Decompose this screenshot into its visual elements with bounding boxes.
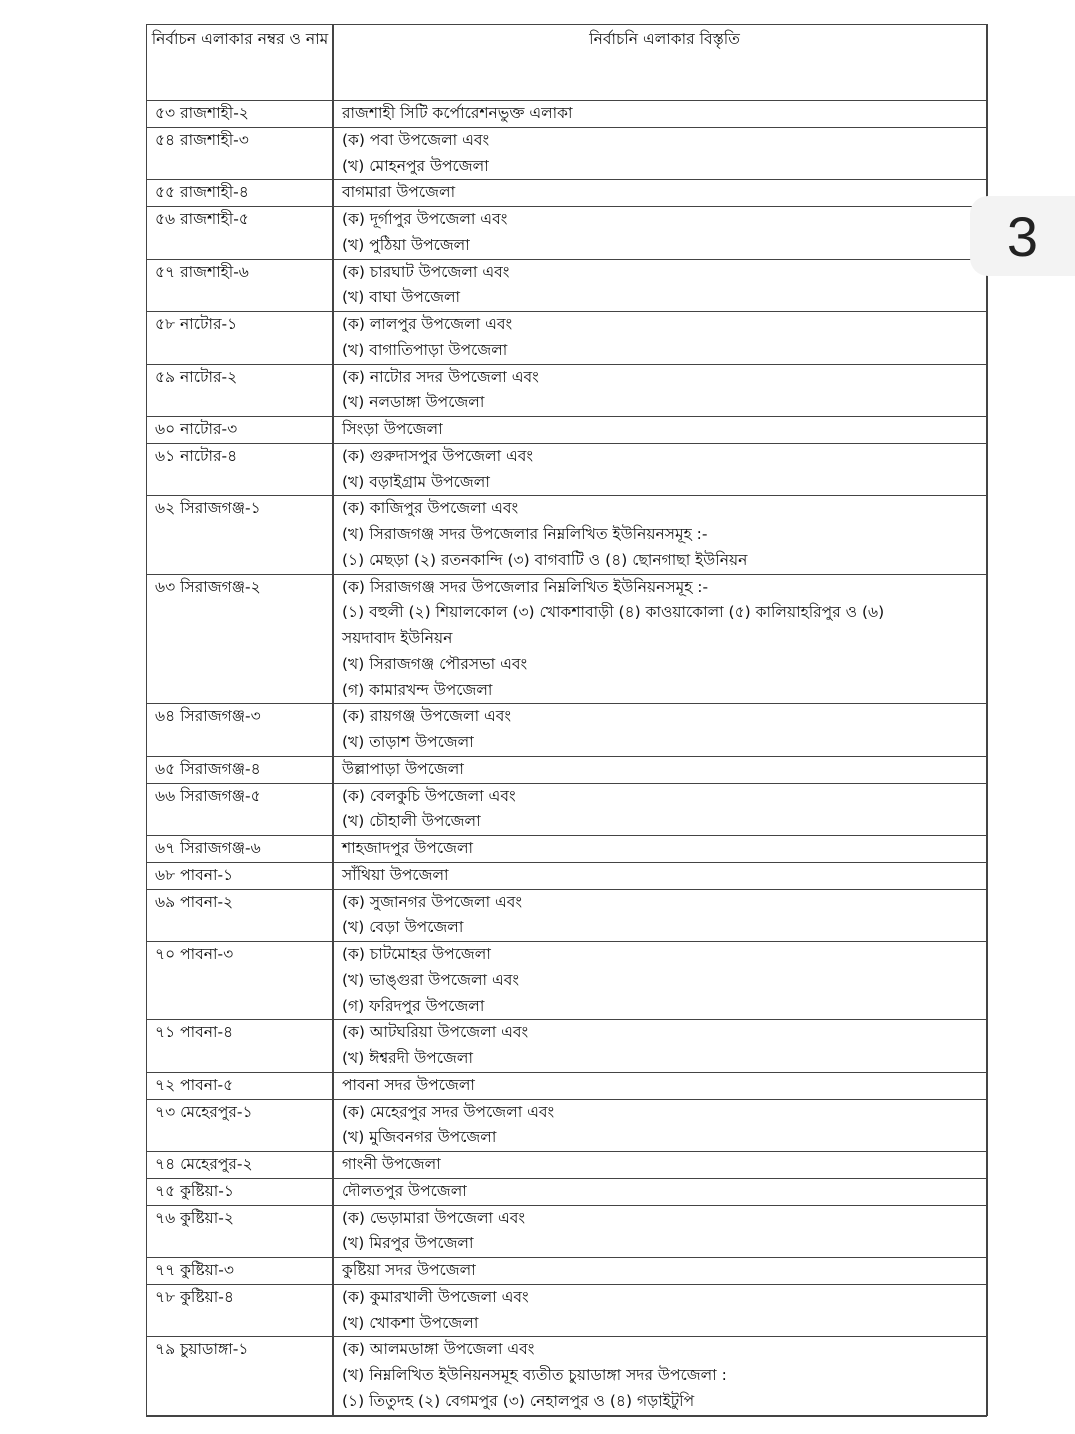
constituency-extent-cell	[334, 443, 988, 496]
extent-line: (ক) পবা উপজেলা এবং	[342, 130, 490, 149]
table-row	[147, 862, 988, 889]
constituency-extent-cell	[334, 862, 988, 889]
constituency-extent-cell	[334, 783, 988, 836]
constituency-name-cell: ৭৪ মেহেরপুর-২	[147, 1152, 334, 1179]
constituency-extent-cell	[334, 1337, 988, 1415]
table-row	[147, 1020, 988, 1073]
extent-line: (খ) নলডাঙ্গা উপজেলা	[342, 393, 485, 412]
table-row	[147, 259, 988, 312]
constituency-extent-cell	[334, 312, 988, 365]
extent-line: (খ) বেড়া উপজেলা	[342, 918, 464, 937]
constituency-extent-cell	[334, 704, 988, 757]
constituency-extent-cell	[334, 127, 988, 180]
constituency-name-cell: ৫৩ রাজশাহী-২	[147, 101, 334, 128]
table-row	[147, 1152, 988, 1179]
extent-line: (ক) চারঘাট উপজেলা এবং	[342, 262, 510, 281]
extent-line: (ক) কুমারখালী উপজেলা এবং	[342, 1287, 529, 1306]
table-row	[147, 1072, 988, 1099]
table-row	[147, 417, 988, 444]
extent-line: (খ) ঈশ্বরদী উপজেলা	[342, 1049, 473, 1067]
header-constituency-name: নির্বাচন এলাকার নম্বর ও নাম	[147, 25, 334, 101]
extent-line: (খ) সিরাজগঞ্জ পৌরসভা এবং	[342, 654, 528, 673]
extent-line: (খ) চৌহালী উপজেলা	[342, 812, 481, 831]
constituency-extent-cell	[334, 889, 988, 942]
constituency-name-cell: ৭৫ কুষ্টিয়া-১	[147, 1178, 334, 1205]
constituency-name-cell: ৫৯ নাটোর-২	[147, 364, 334, 417]
table-row	[147, 101, 988, 128]
extent-line: (খ) মোহনপুর উপজেলা	[342, 156, 489, 175]
extent-line: (গ) ফরিদপুর উপজেলা	[342, 996, 485, 1015]
extent-line: (খ) বড়াইগ্রাম উপজেলা	[342, 472, 490, 491]
table-row	[147, 1205, 988, 1258]
extent-line: কুষ্টিয়া সদর উপজেলা	[342, 1261, 476, 1279]
constituency-name-cell: ৬৭ সিরাজগঞ্জ-৬	[147, 836, 334, 863]
extent-line: (১) তিতুদহ (২) বেগমপুর (৩) নেহালপুর ও (৪) গড়াইটুপি	[342, 1391, 695, 1410]
table-row	[147, 783, 988, 836]
constituency-name-cell: ৬৮ পাবনা-১	[147, 862, 334, 889]
extent-line: (১) মেছড়া (২) রতনকান্দি (৩) বাগবাটি ও (৪) ছোনগাছা ইউনিয়ন	[342, 550, 748, 569]
extent-line: গাংনী উপজেলা	[342, 1155, 441, 1173]
constituency-name-cell: ৫৪ রাজশাহী-৩	[147, 127, 334, 180]
extent-line: (ক) দূর্গাপুর উপজেলা এবং	[342, 210, 508, 228]
constituency-name-cell: ৭৭ কুষ্টিয়া-৩	[147, 1258, 334, 1285]
table-row	[147, 180, 988, 207]
extent-line: শাহজাদপুর উপজেলা	[342, 839, 474, 857]
constituency-name-cell: ৭৯ চুয়াডাঙ্গা-১	[147, 1337, 334, 1415]
extent-line: (খ) ভাঙ্গুরা উপজেলা এবং	[342, 970, 520, 989]
extent-line: (খ) তাড়াশ উপজেলা	[342, 733, 474, 751]
header-constituency-extent: নির্বাচনি এলাকার বিস্তৃতি	[334, 25, 988, 101]
table-row	[147, 127, 988, 180]
constituency-name-cell: ৬৬ সিরাজগঞ্জ-৫	[147, 783, 334, 836]
constituency-extent-cell	[334, 942, 988, 1020]
constituency-extent-cell	[334, 1072, 988, 1099]
extent-line: (খ) সিরাজগঞ্জ সদর উপজেলার নিম্নলিখিত ইউনিয়নসমূহ :-	[342, 525, 708, 543]
constituency-extent-cell	[334, 836, 988, 863]
constituency-name-cell: ৫৫ রাজশাহী-৪	[147, 180, 334, 207]
extent-line: (ক) সুজানগর উপজেলা এবং	[342, 892, 523, 911]
extent-line: দৌলতপুর উপজেলা	[342, 1181, 467, 1200]
extent-line: (ক) ভেড়ামারা উপজেলা এবং	[342, 1208, 526, 1227]
extent-line: (খ) পুঠিয়া উপজেলা	[342, 235, 470, 254]
constituency-name-cell: ৬২ সিরাজগঞ্জ-১	[147, 496, 334, 574]
extent-line: (১) বহুলী (২) শিয়ালকোল (৩) খোকশাবাড়ী (৪) কাওয়াকোলা (৫) কালিয়াহরিপুর ও (৬)	[342, 603, 885, 622]
extent-line: (ক) সিরাজগঞ্জ সদর উপজেলার নিম্নলিখিত ইউনিয়নসমূহ :-	[342, 577, 709, 596]
constituency-extent-cell	[334, 180, 988, 207]
table-header-row	[147, 25, 988, 101]
table-row	[147, 207, 988, 260]
table-row	[147, 1178, 988, 1205]
constituency-name-cell: ৬৯ পাবনা-২	[147, 889, 334, 942]
constituency-extent-cell	[334, 756, 988, 783]
constituency-extent-cell	[334, 1258, 988, 1285]
extent-line: (খ) নিম্নলিখিত ইউনিয়নসমূহ ব্যতীত চুয়াডাঙ্গা সদর উপজেলা :	[342, 1366, 727, 1384]
extent-line: রাজশাহী সিটি কর্পোরেশনভুক্ত এলাকা	[342, 104, 573, 122]
extent-line: (ক) নাটোর সদর উপজেলা এবং	[342, 367, 539, 386]
constituency-name-cell: ৭৮ কুষ্টিয়া-৪	[147, 1284, 334, 1337]
constituency-name-cell: ৭৬ কুষ্টিয়া-২	[147, 1205, 334, 1258]
constituency-extent-cell	[334, 1284, 988, 1337]
table-row	[147, 836, 988, 863]
extent-line: উল্লাপাড়া উপজেলা	[342, 759, 464, 778]
constituency-extent-cell	[334, 417, 988, 444]
constituency-extent-cell	[334, 574, 988, 704]
table-row	[147, 312, 988, 365]
table-row	[147, 942, 988, 1020]
extent-line: (ক) মেহেরপুর সদর উপজেলা এবং	[342, 1102, 555, 1121]
extent-line: (খ) খোকশা উপজেলা	[342, 1313, 479, 1332]
extent-line: (ক) চাটমোহর উপজেলা	[342, 945, 491, 963]
table-row	[147, 889, 988, 942]
extent-line: বাগমারা উপজেলা	[342, 183, 456, 202]
extent-line: (খ) মুজিবনগর উপজেলা	[342, 1128, 497, 1147]
constituency-extent-cell	[334, 1152, 988, 1179]
extent-line: সিংড়া উপজেলা	[342, 420, 443, 438]
constituency-extent-cell	[334, 1020, 988, 1073]
extent-line: (ক) রায়গঞ্জ উপজেলা এবং	[342, 707, 512, 726]
constituency-name-cell: ৫৬ রাজশাহী-৫	[147, 207, 334, 260]
constituency-table	[146, 24, 988, 1416]
table-row	[147, 443, 988, 496]
extent-line: (ক) আলমডাঙ্গা উপজেলা এবং	[342, 1340, 535, 1359]
constituency-name-cell: ৬১ নাটোর-৪	[147, 443, 334, 496]
constituency-name-cell: ৬০ নাটোর-৩	[147, 417, 334, 444]
constituency-name-cell: ৫৭ রাজশাহী-৬	[147, 259, 334, 312]
constituency-name-cell: ৫৮ নাটোর-১	[147, 312, 334, 365]
table-row	[147, 1284, 988, 1337]
page-number-badge: 3	[970, 196, 1075, 276]
constituency-extent-cell	[334, 1178, 988, 1205]
extent-line: সাঁথিয়া উপজেলা	[342, 865, 449, 884]
extent-line: পাবনা সদর উপজেলা	[342, 1075, 475, 1094]
constituency-name-cell: ৭১ পাবনা-৪	[147, 1020, 334, 1073]
constituency-extent-cell	[334, 259, 988, 312]
constituency-name-cell: ৭৩ মেহেরপুর-১	[147, 1099, 334, 1152]
constituency-name-cell: ৬৫ সিরাজগঞ্জ-৪	[147, 756, 334, 783]
constituency-extent-cell	[334, 1099, 988, 1152]
table-row	[147, 1258, 988, 1285]
constituency-extent-cell	[334, 207, 988, 260]
extent-line: (খ) মিরপুর উপজেলা	[342, 1234, 474, 1253]
extent-line: সয়দাবাদ ইউনিয়ন	[342, 629, 453, 647]
constituency-extent-cell	[334, 101, 988, 128]
extent-line: (ক) কাজিপুর উপজেলা এবং	[342, 499, 519, 518]
constituency-name-cell: ৬৩ সিরাজগঞ্জ-২	[147, 574, 334, 704]
extent-line: (খ) বাঘা উপজেলা	[342, 288, 461, 307]
constituency-name-cell: ৭২ পাবনা-৫	[147, 1072, 334, 1099]
table-row	[147, 756, 988, 783]
table-row	[147, 704, 988, 757]
constituency-name-cell: ৬৪ সিরাজগঞ্জ-৩	[147, 704, 334, 757]
table-row	[147, 496, 988, 574]
table-row	[147, 1099, 988, 1152]
constituency-extent-cell	[334, 364, 988, 417]
extent-line: (ক) লালপুর উপজেলা এবং	[342, 315, 513, 333]
constituency-name-cell: ৭০ পাবনা-৩	[147, 942, 334, 1020]
table-row	[147, 1337, 988, 1415]
constituency-extent-cell	[334, 1205, 988, 1258]
extent-line: (ক) গুরুদাসপুর উপজেলা এবং	[342, 446, 534, 465]
extent-line: (গ) কামারখন্দ উপজেলা	[342, 680, 493, 699]
extent-line: (খ) বাগাতিপাড়া উপজেলা	[342, 340, 508, 359]
extent-line: (ক) আটঘরিয়া উপজেলা এবং	[342, 1023, 529, 1042]
table-row	[147, 574, 988, 704]
extent-line: (ক) বেলকুচি উপজেলা এবং	[342, 786, 516, 805]
table-row	[147, 364, 988, 417]
constituency-extent-cell	[334, 496, 988, 574]
